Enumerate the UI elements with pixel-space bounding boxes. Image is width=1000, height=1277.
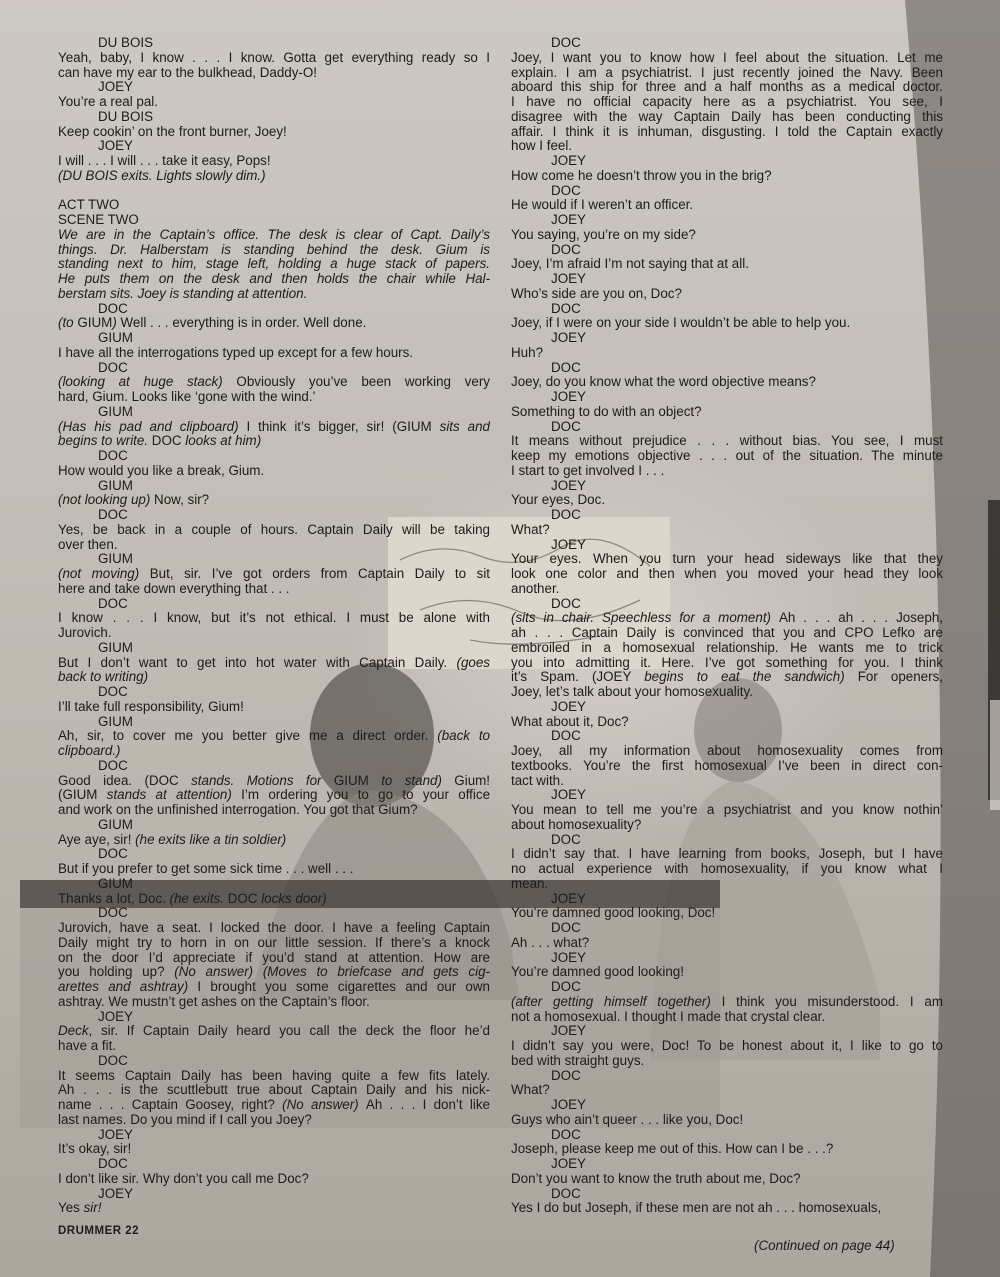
speaker-name: GIUM: [98, 404, 133, 419]
dialogue-text: Now, sir?: [154, 493, 210, 508]
stage-direction: ): [112, 316, 121, 331]
dialogue-line: I don’t like sir. Why don’t you call me Doc?: [58, 1171, 309, 1186]
stage-direction-line: He puts them on the desk and then holds the chair while Hal-: [58, 272, 490, 286]
dialogue-line: tact with.: [511, 773, 564, 788]
dialogue-line: Yes I do but Joseph, if these men are not ah . . . homosexuals,: [511, 1201, 882, 1216]
speaker-name: DOC: [551, 1068, 581, 1083]
dialogue-line: It means without prejudice . . . without bias. You see, I must: [511, 434, 943, 449]
dialogue-line: [511, 995, 943, 1010]
stage-direction: begins to eat the sandwich): [644, 670, 858, 685]
dialogue-line: [58, 1201, 490, 1216]
stage-direction-line: We are in the Captain’s office. The desk is clear of Capt. Daily’s: [58, 227, 490, 242]
stage-direction: (No answer) (Moves to briefcase and gets cig-: [174, 965, 490, 980]
stage-direction: exits. Lights slowly dim.): [121, 168, 266, 183]
dialogue-line: You’re a real pal.: [58, 95, 159, 109]
dialogue-line: have a fit.: [58, 1039, 117, 1053]
speaker-name: JOEY: [98, 1009, 133, 1024]
stage-direction: arettes and ashtray): [58, 980, 198, 994]
dialogue-line: here and take down everything that . . .: [58, 581, 290, 596]
speaker-name: JOEY: [551, 699, 586, 714]
speaker-name: JOEY: [551, 788, 586, 803]
speaker-name: JOEY: [98, 139, 133, 154]
dialogue-text: Well . . . everything is in order. Well done.: [120, 316, 367, 331]
stage-direction: sits and: [439, 419, 490, 434]
dialogue-line: ACT TWO: [58, 198, 120, 213]
dialogue-line: You’re damned good looking, Doc!: [511, 906, 716, 921]
dialogue-line: Joey, do you know what the word objective means?: [511, 375, 816, 390]
stage-direction: (not moving): [58, 567, 150, 581]
speaker-name: JOEY: [551, 1157, 586, 1171]
dialogue-line: He would if I weren’t an officer.: [511, 198, 694, 213]
dialogue-line: Ah . . . is the scuttlebutt true about Captain Daily and his nick-: [58, 1083, 490, 1098]
dialogue-line: [511, 611, 943, 626]
dialogue-line: about homosexuality?: [511, 817, 642, 832]
dialogue-line: Joey, I’m afraid I’m not saying that at all.: [511, 257, 749, 272]
dialogue-line: explain. I am a psychiatrist. I just recently joined the Navy. Been: [511, 65, 943, 80]
dialogue-text: I’m ordering you to go to your office: [241, 788, 490, 803]
stage-direction: (Has his pad and clipboard): [58, 419, 247, 434]
speaker-name: DOC: [551, 183, 581, 198]
stage-direction: stands at attention): [106, 788, 242, 803]
dialogue-line: Who’s side are you on, Doc?: [511, 286, 682, 301]
dialogue-line: It seems Captain Daily has been having quite a few fits lately.: [58, 1068, 490, 1083]
speaker-name: JOEY: [98, 80, 133, 95]
dialogue-line: and work on the unfinished interrogation. You got that Gium?: [58, 803, 418, 817]
continued-note: (Continued on page 44): [754, 1238, 895, 1253]
dialogue-line: bed with straight guys.: [511, 1053, 645, 1068]
dialogue-line: keep my emotions objective . . . out of the situation. The minute: [511, 449, 943, 463]
dialogue-line: textbooks. You’re the first homosexual I’ve been in direct con-: [511, 758, 943, 773]
speaker-name: DOC: [551, 729, 581, 744]
speaker-name: JOEY: [98, 1127, 133, 1142]
dialogue-line: aboard this ship for three and a half months as a medical doctor.: [511, 80, 943, 95]
left-text-column: [58, 36, 490, 1216]
speaker-name: DU BOIS: [98, 109, 154, 124]
stage-direction-line: berstam sits. Joey is standing at attention.: [58, 286, 308, 301]
stage-direction: looks at him): [185, 434, 262, 449]
dialogue-line: Keep cookin’ on the front burner, Joey!: [58, 124, 287, 139]
speaker-name: GIUM: [98, 478, 133, 493]
dialogue-text: GIUM: [77, 316, 113, 331]
speaker-name: DOC: [551, 36, 581, 50]
dialogue-line: Huh?: [511, 345, 544, 360]
stage-direction: Deck: [58, 1024, 89, 1039]
dialogue-line: on the door I’d appreciate if you’d stand at attention. How are: [58, 950, 490, 965]
stage-direction-line: standing next to him, stage left, holding a huge stack of papers.: [58, 257, 490, 272]
speaker-name: DU BOIS: [98, 36, 154, 50]
dialogue-line: [58, 656, 490, 671]
speaker-name: DOC: [551, 1127, 581, 1142]
speaker-name: GIUM: [98, 714, 133, 729]
speaker-name: JOEY: [551, 537, 586, 552]
dialogue-text: I brought you some cigarettes and our own: [197, 980, 490, 994]
dialogue-line: I didn’t say you were, Doc! To be honest about it, I like to go to: [511, 1039, 943, 1053]
dialogue-line: SCENE TWO: [58, 213, 139, 227]
dialogue-line: You mean to tell me you’re a psychiatrist and you know nothin’: [511, 803, 943, 817]
speaker-name: GIUM: [98, 817, 133, 832]
speaker-name: DOC: [551, 242, 581, 257]
dialogue-line: How come he doesn’t throw you in the brig?: [511, 168, 772, 183]
dialogue-line: [58, 316, 490, 331]
speaker-name: DOC: [551, 980, 581, 994]
dialogue-text: DOC: [227, 891, 262, 906]
dialogue-line: [58, 892, 490, 907]
dialogue-text: I think it’s bigger, sir! (GIUM: [246, 419, 440, 434]
speaker-name: JOEY: [551, 390, 586, 404]
stage-direction-line: back to writing): [58, 670, 149, 685]
dialogue-line: [58, 980, 490, 995]
dialogue-line: I know . . . I know, but it’s not ethical. I must be alone with: [58, 611, 490, 626]
dialogue-line: You saying, you’re on my side?: [511, 227, 696, 242]
speaker-name: DOC: [98, 360, 128, 375]
dialogue-line: Yes, be back in a couple of hours. Captain Daily will be taking: [58, 522, 490, 537]
dialogue-line: I start to get involved I . . .: [511, 463, 665, 478]
speaker-name: JOEY: [551, 1098, 586, 1112]
speaker-name: GIUM: [98, 331, 133, 345]
speaker-name: JOEY: [551, 950, 586, 965]
dialogue-line: [58, 434, 490, 449]
stage-direction: stands. Motions for: [191, 773, 334, 788]
dialogue-line: [58, 567, 490, 582]
dialogue-line: Jurovich.: [58, 626, 112, 640]
dialogue-line: [58, 1098, 490, 1113]
dialogue-line: how I feel.: [511, 139, 573, 154]
dialogue-line: I have no official capacity here as a psychiatrist. You see, I: [511, 95, 943, 109]
speaker-name: DOC: [551, 832, 581, 847]
speaker-name: JOEY: [551, 478, 586, 493]
speaker-name: DOC: [98, 685, 128, 699]
stage-direction: (he exits.: [169, 891, 228, 906]
dialogue-line: Joseph, please keep me out of this. How can I be . . .?: [511, 1142, 834, 1157]
dialogue-line: Ah . . . what?: [511, 935, 590, 950]
dialogue-line: [511, 670, 943, 685]
speaker-name: JOEY: [551, 1024, 586, 1039]
dialogue-line: I didn’t say that. I have learning from books, Joseph, but I have: [511, 847, 943, 862]
speaker-name: JOEY: [551, 272, 586, 286]
speaker-name: DOC: [551, 921, 581, 935]
dialogue-text: DOC: [151, 434, 186, 449]
dialogue-line: [58, 729, 490, 744]
dialogue-line: I’ll take full responsibility, Gium!: [58, 699, 244, 714]
speaker-name: DOC: [551, 1186, 581, 1201]
right-text-column: [511, 36, 943, 1216]
dialogue-line: It’s okay, sir!: [58, 1142, 132, 1157]
dialogue-line: Joey, if I were on your side I wouldn’t be able to help you.: [511, 316, 851, 331]
dialogue-text: , sir. If Captain Daily heard you call the deck the floor he’d: [88, 1024, 490, 1039]
dialogue-line: I have all the interrogations typed up except for a few hours.: [58, 345, 414, 360]
dialogue-line: [58, 375, 490, 390]
dialogue-line: another.: [511, 581, 560, 596]
dialogue-text: Aye aye, sir!: [58, 832, 136, 847]
speaker-name: DOC: [98, 758, 128, 773]
dialogue-line: You’re damned good looking!: [511, 965, 684, 980]
dialogue-text: Gium!: [454, 773, 490, 788]
speaker-name: DOC: [98, 906, 128, 921]
stage-direction: (sits in chair. Speechless for a moment): [511, 611, 779, 626]
speaker-name: GIUM: [98, 876, 133, 891]
dialogue-text: For openers,: [857, 670, 943, 685]
dialogue-line: [58, 169, 490, 184]
dialogue-line: embroiled in a homosexual relationship. He wants me to trick: [511, 640, 943, 655]
dialogue-text: GIUM: [333, 773, 382, 788]
dialogue-line: look one color and then when you moved your head they look: [511, 567, 943, 581]
dialogue-text: Ah, sir, to cover me you better give me a direct order.: [58, 729, 438, 744]
stage-direction: (goes: [456, 655, 490, 670]
dialogue-text: But, sir. I’ve got orders from Captain Daily to sit: [149, 567, 490, 581]
dialogue-line: [58, 1024, 490, 1039]
speaker-name: DOC: [98, 449, 128, 463]
stage-direction: (back to: [437, 729, 490, 744]
dialogue-text: Thanks a lot, Doc.: [58, 891, 170, 906]
dialogue-line: [58, 493, 490, 508]
speaker-name: DOC: [98, 1157, 128, 1171]
speaker-name: DOC: [551, 508, 581, 522]
speaker-name: DOC: [551, 419, 581, 434]
stage-direction: (not looking up): [58, 493, 155, 508]
dialogue-text: name . . . Captain Goosey, right?: [58, 1098, 283, 1112]
speaker-name: JOEY: [551, 891, 586, 906]
speaker-name: GIUM: [98, 552, 133, 567]
stage-direction-line: clipboard.): [58, 744, 121, 758]
stage-direction: to stand): [381, 773, 455, 788]
dialogue-line: [58, 833, 490, 848]
stage-direction: locks door): [261, 891, 327, 906]
dialogue-line: Joey, all my information about homosexuality comes from: [511, 744, 943, 758]
speaker-name: GIUM: [98, 640, 133, 655]
dialogue-line: ah . . . Captain Daily is convinced that you and CPO Lefko are: [511, 626, 943, 640]
dialogue-text: Good idea. (DOC: [58, 773, 192, 788]
dialogue-line: [58, 788, 490, 803]
stage-direction: sir!: [83, 1201, 102, 1216]
stage-direction: (to: [58, 316, 78, 331]
dialogue-line: Jurovich, have a seat. I locked the door. I have a feeling Captain: [58, 921, 490, 935]
speaker-name: DOC: [98, 847, 128, 862]
dialogue-line: Your eyes. When you turn your head sideways like that they: [511, 552, 943, 567]
dialogue-line: What?: [511, 522, 550, 537]
dialogue-line: no actual experience with homosexuality, if you know what I: [511, 862, 943, 876]
dialogue-line: Joey, let’s talk about your homosexuality.: [511, 685, 753, 699]
dialogue-line: last names. Do you mind if I call you Joey?: [58, 1112, 312, 1127]
speaker-name: DOC: [551, 301, 581, 316]
dialogue-line: affair. I think it is inhuman, disgusting. I told the Captain exactly: [511, 124, 943, 139]
speaker-name: DOC: [98, 508, 128, 522]
stage-direction: (DU BOIS: [58, 168, 122, 183]
line-spacer: [58, 184, 490, 199]
dialogue-text: Obviously you’ve been working very: [236, 375, 490, 390]
dialogue-line: not a homosexual. I thought I made that crystal clear.: [511, 1009, 826, 1024]
dialogue-line: [58, 774, 490, 789]
stage-direction: begins to write.: [58, 434, 152, 449]
dialogue-line: Your eyes, Doc.: [511, 493, 606, 508]
stage-direction: (looking at huge stack): [58, 375, 237, 390]
dialogue-line: Yeah, baby, I know . . . I know. Gotta get everything ready so I: [58, 50, 490, 65]
stage-direction: (No answer): [282, 1098, 366, 1112]
dialogue-text: it’s Spam. (JOEY: [511, 670, 645, 685]
dialogue-line: Something to do with an object?: [511, 404, 702, 419]
dialogue-line: Joey, I want you to know how I feel about the situation. Let me: [511, 50, 943, 65]
dialogue-text: I think you misunderstood. I am: [721, 994, 943, 1009]
dialogue-text: Ah . . . ah . . . Joseph,: [778, 611, 943, 626]
dialogue-line: mean.: [511, 876, 549, 891]
dialogue-line: How would you like a break, Gium.: [58, 463, 265, 478]
dialogue-line: But if you prefer to get some sick time . . . well . . .: [58, 862, 354, 876]
dialogue-line: [58, 420, 490, 435]
stage-direction-line: things. Dr. Halberstam is standing behind the desk. Gium is: [58, 242, 490, 257]
dialogue-line: can have my ear to the bulkhead, Daddy-O!: [58, 65, 318, 80]
dialogue-line: ashtray. We mustn’t get ashes on the Captain’s floor.: [58, 994, 370, 1009]
stage-direction: (after getting himself together): [511, 994, 722, 1009]
dialogue-text: Ah . . . I don’t like: [365, 1098, 490, 1112]
speaker-name: JOEY: [551, 154, 586, 168]
dialogue-text: (GIUM: [58, 788, 107, 803]
dialogue-line: I will . . . I will . . . take it easy, Pops!: [58, 154, 271, 168]
dialogue-line: you into admitting it. Here. I’ve got something for you. I think: [511, 655, 943, 670]
dialogue-line: What?: [511, 1083, 550, 1098]
speaker-name: DOC: [98, 596, 128, 611]
dialogue-line: What about it, Doc?: [511, 714, 629, 729]
speaker-name: DOC: [98, 301, 128, 316]
dialogue-text: you holding up?: [58, 965, 175, 980]
dialogue-line: Daily might try to horn in on our little session. If there’s a knock: [58, 935, 490, 950]
page-footer-label: DRUMMER 22: [58, 1225, 140, 1237]
dialogue-line: Don’t you want to know the truth about me, Doc?: [511, 1171, 801, 1186]
dialogue-line: [58, 965, 490, 980]
dialogue-line: hard, Gium. Looks like ‘gone with the wind.’: [58, 390, 316, 404]
dialogue-line: over then.: [58, 537, 118, 552]
speaker-name: JOEY: [551, 213, 586, 227]
dialogue-text: Yes: [58, 1201, 84, 1216]
adjacent-page-strip-2: [990, 700, 1000, 810]
dialogue-text: But I don’t want to get into hot water with Captain Daily.: [58, 655, 457, 670]
speaker-name: DOC: [551, 596, 581, 611]
speaker-name: DOC: [98, 1053, 128, 1068]
dialogue-line: Guys who ain’t queer . . . like you, Doc!: [511, 1112, 744, 1127]
speaker-name: JOEY: [98, 1186, 133, 1201]
dialogue-line: disagree with the way Captain Daily has been conducting this: [511, 109, 943, 124]
stage-direction: (he exits like a tin soldier): [135, 832, 287, 847]
speaker-name: DOC: [551, 360, 581, 375]
speaker-name: JOEY: [551, 331, 586, 345]
